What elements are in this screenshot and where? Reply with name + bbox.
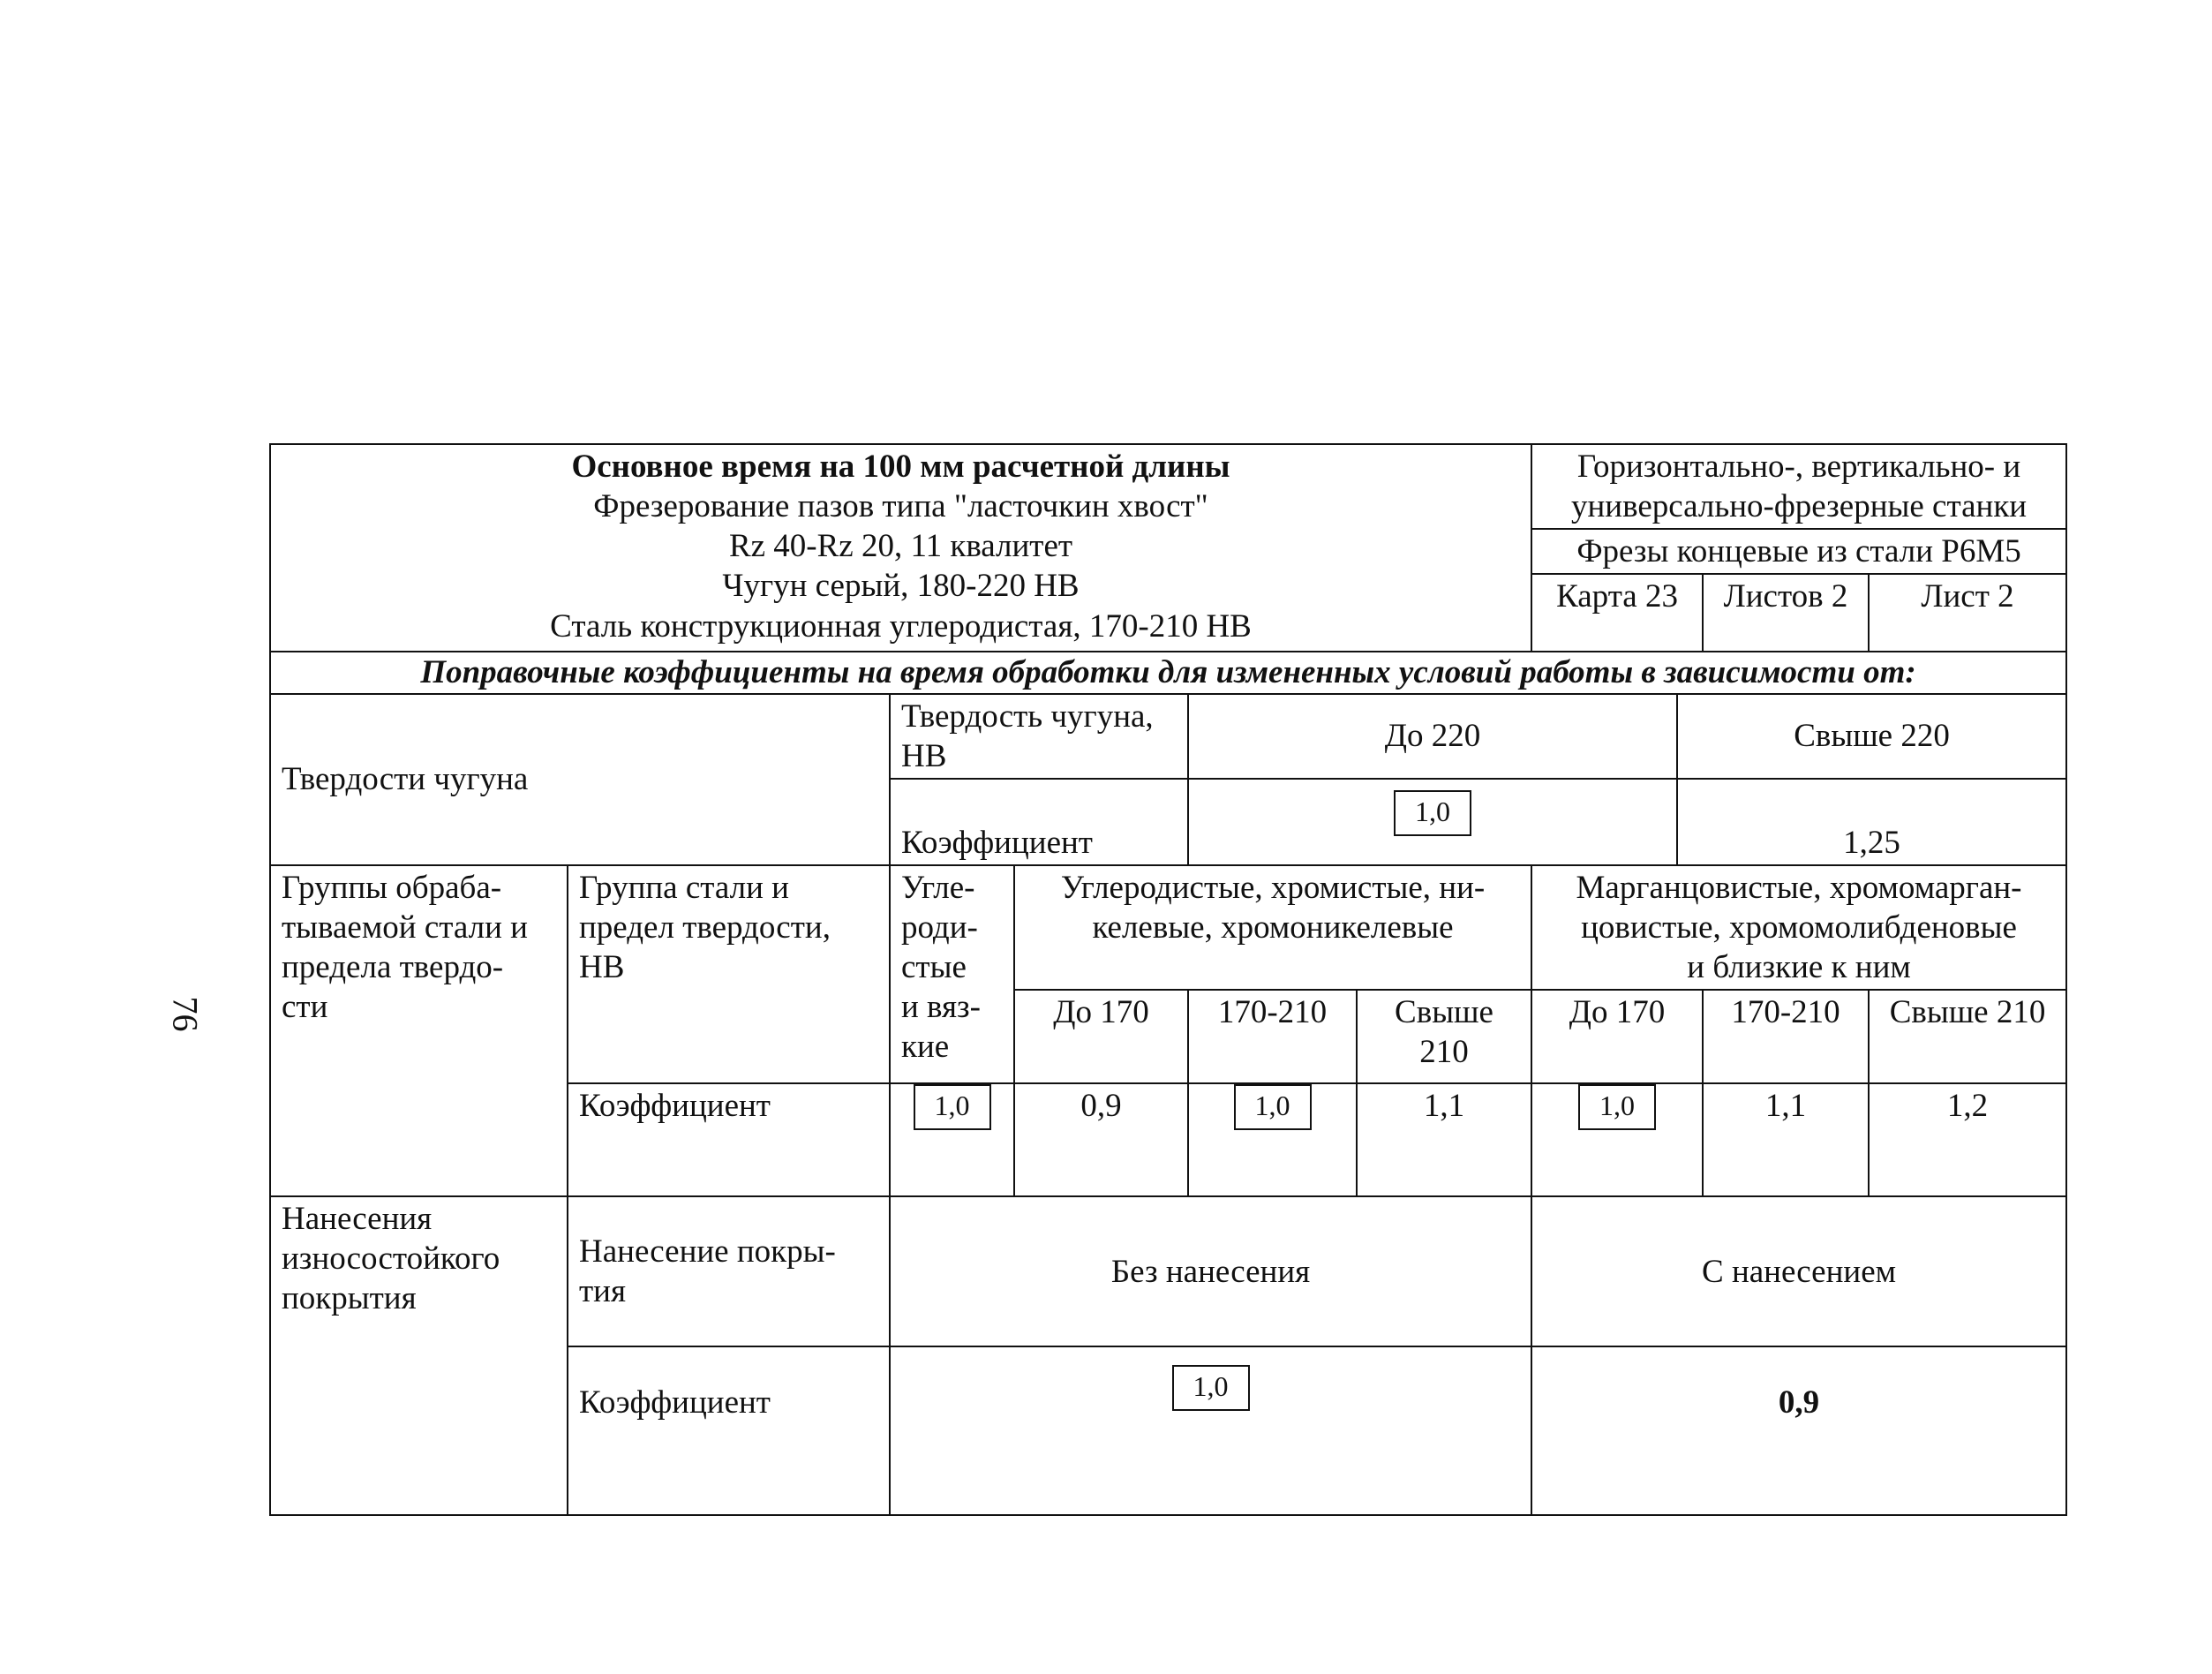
cast-iron-col-up-to-220: До 220 (1188, 694, 1677, 779)
steel-coef-g2-over-210: 1,1 (1357, 1083, 1531, 1196)
coating-param: Нанесение покры- тия (568, 1196, 890, 1346)
steel-group-manganese: Марганцовистые, хромомарган- цовистые, хромомолибденовые и близкие к ним (1531, 865, 2066, 990)
coating-col-without: Без нанесения (890, 1196, 1531, 1346)
coating-col-with: С нанесением (1531, 1196, 2066, 1346)
header-roughness: Rz 40-Rz 20, 11 квалитет (728, 528, 1073, 565)
cast-iron-coef-label: Коэффициент (890, 779, 1188, 865)
cast-iron-label: Твердости чугуна (270, 694, 890, 865)
steel-coef-g3-over-210: 1,2 (1869, 1083, 2066, 1196)
header-sheet: Лист 2 (1869, 574, 2066, 652)
steel-coef-label: Коэффициент (568, 1083, 890, 1196)
steel-coef-g3-170-210: 1,1 (1703, 1083, 1869, 1196)
header-operation: Фрезерование пазов типа "ласточкин хвост" (593, 488, 1208, 525)
steel-g3-sub-over-210: Свыше 210 (1869, 990, 2066, 1083)
boxed-base-value: 1,0 (1578, 1084, 1656, 1130)
header-material-iron: Чугун серый, 180-220 НВ (722, 568, 1080, 605)
header-machines: Горизонтально-, вертикально- и универсально-фрезерные станки (1531, 444, 2066, 529)
steel-g3-sub-up-to-170: До 170 (1531, 990, 1703, 1083)
steel-group-carbon: Угле- роди- стые и вяз- кие (890, 865, 1014, 1083)
boxed-base-value: 1,0 (1234, 1084, 1312, 1130)
steel-g3-sub-170-210: 170-210 (1703, 990, 1869, 1083)
steel-g2-sub-up-to-170: До 170 (1014, 990, 1188, 1083)
cast-iron-coef-value-1 (1188, 779, 1677, 865)
steel-label: Группы обраба- тываемой стали и предела твердо- сти (270, 865, 568, 1196)
cast-iron-coef-value-2: 1,25 (1677, 779, 2066, 865)
section-title: Поправочные коэффициенты на время обработки для измененных условий работы в зависимости от: (270, 652, 2066, 693)
header-tools: Фрезы концевые из стали Р6М5 (1531, 529, 2066, 574)
cast-iron-param: Твердость чугуна, НВ (890, 694, 1188, 779)
steel-coef-g3-up-to-170 (1531, 1083, 1703, 1196)
boxed-base-value: 1,0 (914, 1084, 991, 1130)
steel-coef-g2-up-to-170: 0,9 (1014, 1083, 1188, 1196)
steel-coef-g2-170-210 (1188, 1083, 1357, 1196)
header-sheets: Листов 2 (1703, 574, 1869, 652)
coating-coef-label: Коэффициент (568, 1346, 890, 1515)
steel-g2-sub-over-210: Свыше 210 (1357, 990, 1531, 1083)
coating-coef-with: 0,9 (1531, 1346, 2066, 1515)
steel-param: Группа стали и предел твердости, НВ (568, 865, 890, 1083)
header-card: Карта 23 (1531, 574, 1703, 652)
steel-g2-sub-170-210: 170-210 (1188, 990, 1357, 1083)
steel-coef-carbon (890, 1083, 1014, 1196)
header-material-steel: Сталь конструкционная углеродистая, 170-210 НВ (550, 607, 1252, 645)
header-title: Основное время на 100 мм расчетной длины (571, 449, 1230, 485)
steel-group-chromium: Углеродистые, хромистые, ни- келевые, хромоникелевые (1014, 865, 1531, 990)
coating-coef-without (890, 1346, 1531, 1515)
cast-iron-col-over-220: Свыше 220 (1677, 694, 2066, 779)
page-number: 76 (165, 996, 206, 1032)
header-title-block (270, 444, 1531, 652)
boxed-base-value: 1,0 (1394, 790, 1471, 836)
coating-label: Нанесения износостойкого покрытия (270, 1196, 568, 1515)
norms-card-table (269, 443, 2067, 1516)
boxed-base-value: 1,0 (1172, 1365, 1250, 1411)
